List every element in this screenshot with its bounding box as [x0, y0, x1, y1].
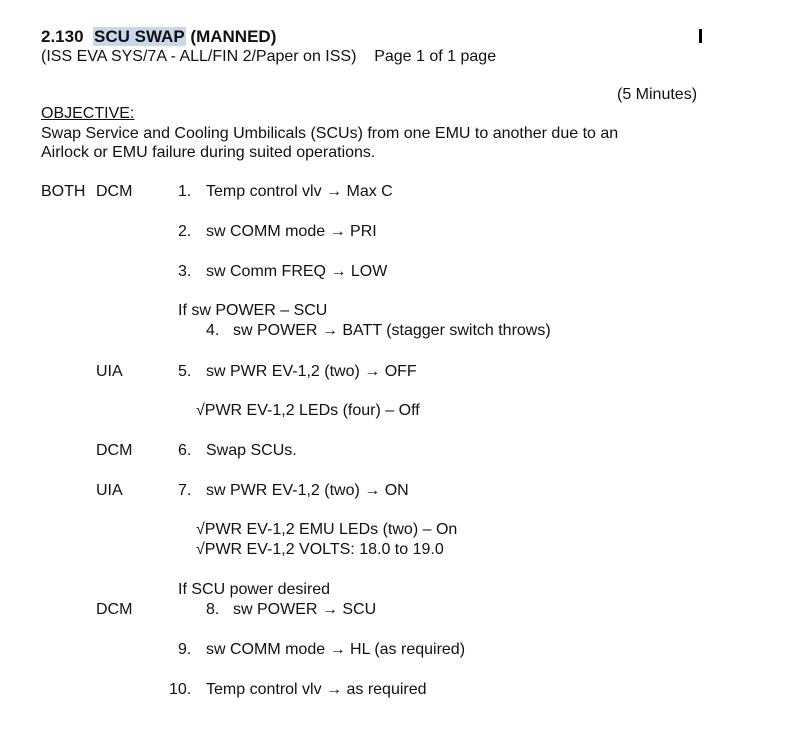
step-text: sw POWER → BATT (stagger switch throws): [233, 322, 551, 339]
objective-heading: OBJECTIVE:: [41, 105, 135, 122]
section-title-rest: (MANNED): [190, 27, 277, 46]
step-number: 2.: [178, 223, 192, 240]
location-dcm: DCM: [96, 442, 133, 459]
text-cursor: [699, 29, 702, 43]
step-number: 6.: [178, 442, 192, 459]
step-number: 4.: [206, 322, 220, 339]
step-text: sw PWR EV-1,2 (two) → ON: [206, 482, 409, 499]
section-number: 2.130: [41, 27, 84, 46]
subtitle-line: [41, 47, 496, 67]
step-number: 9.: [178, 641, 192, 658]
check-leds-off: √PWR EV-1,2 LEDs (four) – Off: [196, 402, 420, 419]
objective-line-1: Swap Service and Cooling Umbilicals (SCUs) from one EMU to another due to an: [41, 125, 619, 142]
subtitle: (ISS EVA SYS/7A - ALL/FIN 2/Paper on ISS): [41, 48, 357, 65]
location-dcm: DCM: [96, 601, 133, 618]
step-number: 1.: [178, 183, 192, 200]
step-text: sw Comm FREQ → LOW: [206, 263, 388, 280]
step-text: Temp control vlv → Max C: [206, 183, 393, 200]
duration: (5 Minutes): [617, 86, 698, 103]
objective-line-2: Airlock or EMU failure during suited operations.: [41, 144, 376, 161]
step-number: 3.: [178, 263, 192, 280]
page-indicator: Page 1 of 1 page: [374, 48, 497, 65]
step-text: sw COMM mode → HL (as required): [206, 641, 466, 658]
section-title: [41, 27, 276, 47]
condition-scu-power: If SCU power desired: [178, 581, 331, 598]
location-uia: UIA: [96, 363, 123, 380]
step-number: 5.: [178, 363, 192, 380]
condition-power-scu: If sw POWER – SCU: [178, 302, 328, 319]
step-number: 10.: [169, 681, 192, 698]
section-title-highlight: SCU SWAP: [94, 27, 185, 46]
check-volts: √PWR EV-1,2 VOLTS: 18.0 to 19.0: [196, 541, 444, 558]
check-emu-leds-on: √PWR EV-1,2 EMU LEDs (two) – On: [196, 521, 458, 538]
step-text: Swap SCUs.: [206, 442, 297, 459]
step-text: sw POWER → SCU: [233, 601, 377, 618]
step-text: Temp control vlv → as required: [206, 681, 427, 698]
step-text: sw PWR EV-1,2 (two) → OFF: [206, 363, 417, 380]
location-dcm: DCM: [96, 183, 133, 200]
step-number: 7.: [178, 482, 192, 499]
step-text: sw COMM mode → PRI: [206, 223, 377, 240]
step-number: 8.: [206, 601, 220, 618]
location-both: BOTH: [41, 183, 86, 200]
location-uia: UIA: [96, 482, 123, 499]
